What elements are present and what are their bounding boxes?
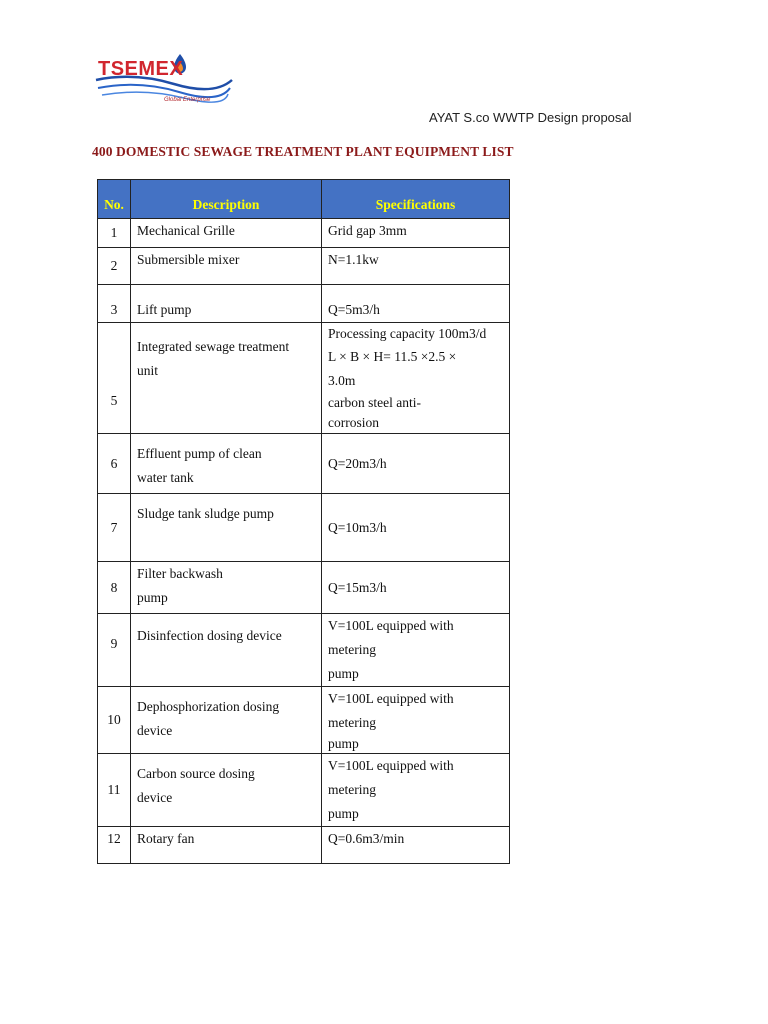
- row-description: [131, 494, 322, 562]
- specification-line: V=100L equipped with: [328, 691, 454, 706]
- column-header-no: No.: [98, 180, 131, 219]
- specification-line: carbon steel anti-: [328, 395, 421, 410]
- description-line: Disinfection dosing device: [137, 628, 282, 643]
- equipment-table: [97, 179, 510, 864]
- row-description: [131, 285, 322, 323]
- row-number: 2: [98, 248, 131, 285]
- description-line: device: [137, 790, 173, 805]
- row-description: [131, 434, 322, 494]
- description-line: Lift pump: [137, 302, 192, 317]
- page-title: 400 DOMESTIC SEWAGE TREATMENT PLANT EQUIPMENT LIST: [92, 144, 514, 159]
- specification-line: Q=15m3/h: [328, 579, 387, 595]
- row-description: [131, 562, 322, 614]
- row-number: 11: [98, 754, 131, 827]
- specification-line: metering: [328, 715, 376, 730]
- table-header-row: [98, 180, 510, 219]
- table-row: [98, 827, 510, 864]
- row-specification: [322, 687, 510, 754]
- description-line: Submersible mixer: [137, 252, 240, 267]
- specification-line: metering: [328, 782, 376, 797]
- row-specification: [322, 494, 510, 562]
- description-line: Sludge tank sludge pump: [137, 506, 274, 521]
- column-header-specifications: Specifications: [322, 180, 510, 219]
- row-specification: [322, 248, 510, 285]
- row-number: 9: [98, 614, 131, 687]
- row-specification: [322, 285, 510, 323]
- description-line: Rotary fan: [137, 831, 195, 846]
- table-row: [98, 323, 510, 434]
- specification-line: pump: [328, 806, 359, 821]
- description-line: water tank: [137, 470, 194, 485]
- specification-line: 3.0m: [328, 373, 356, 388]
- specification-line: V=100L equipped with: [328, 758, 454, 773]
- specification-line: pump: [328, 666, 359, 681]
- row-description: [131, 219, 322, 248]
- description-line: Filter backwash: [137, 566, 223, 581]
- row-number: 10: [98, 687, 131, 754]
- row-number: 8: [98, 562, 131, 614]
- row-description: [131, 827, 322, 864]
- specification-line: Processing capacity 100m3/d: [328, 326, 487, 341]
- specification-line: pump: [328, 736, 359, 751]
- table-row: [98, 562, 510, 614]
- row-description: [131, 248, 322, 285]
- row-number: 7: [98, 494, 131, 562]
- row-specification: [322, 323, 510, 434]
- row-specification: [322, 562, 510, 614]
- row-description: [131, 754, 322, 827]
- description-line: pump: [137, 590, 168, 605]
- row-description: [131, 614, 322, 687]
- table-row: [98, 219, 510, 248]
- specification-line: N=1.1kw: [328, 252, 379, 267]
- row-specification: [322, 754, 510, 827]
- table-row: [98, 754, 510, 827]
- row-specification: [322, 219, 510, 248]
- table-row: [98, 434, 510, 494]
- logo-brand-text: TSEMEX: [98, 58, 184, 80]
- row-description: [131, 323, 322, 434]
- row-specification: [322, 614, 510, 687]
- row-number: 5: [98, 323, 131, 434]
- row-specification: [322, 827, 510, 864]
- row-number: 12: [98, 827, 131, 864]
- company-logo: [94, 50, 234, 112]
- specification-line: metering: [328, 642, 376, 657]
- row-number: 6: [98, 434, 131, 494]
- specification-line: corrosion: [328, 415, 379, 430]
- specification-line: V=100L equipped with: [328, 618, 454, 633]
- specification-line: Q=5m3/h: [328, 302, 380, 317]
- description-line: Effluent pump of clean: [137, 446, 262, 461]
- description-line: Carbon source dosing: [137, 766, 255, 781]
- table-row: [98, 687, 510, 754]
- proposal-header: AYAT S.co WWTP Design proposal: [429, 110, 632, 125]
- row-description: [131, 687, 322, 754]
- description-line: unit: [137, 363, 159, 378]
- description-line: Dephosphorization dosing: [137, 699, 280, 714]
- table-row: [98, 248, 510, 285]
- logo-tagline: Global Enterprise: [164, 97, 211, 103]
- row-number: 3: [98, 285, 131, 323]
- description-line: device: [137, 723, 173, 738]
- table-row: [98, 494, 510, 562]
- table-row: [98, 614, 510, 687]
- specification-line: L × B × H= 11.5 ×2.5 ×: [328, 349, 457, 364]
- table-row: [98, 285, 510, 323]
- specification-line: Q=0.6m3/min: [328, 831, 405, 846]
- row-number: 1: [98, 219, 131, 248]
- specification-line: Grid gap 3mm: [328, 223, 407, 238]
- column-header-description: Description: [131, 180, 322, 219]
- specification-line: Q=10m3/h: [328, 519, 387, 535]
- description-line: Integrated sewage treatment: [137, 339, 290, 354]
- description-line: Mechanical Grille: [137, 223, 235, 238]
- row-specification: [322, 434, 510, 494]
- specification-line: Q=20m3/h: [328, 455, 387, 471]
